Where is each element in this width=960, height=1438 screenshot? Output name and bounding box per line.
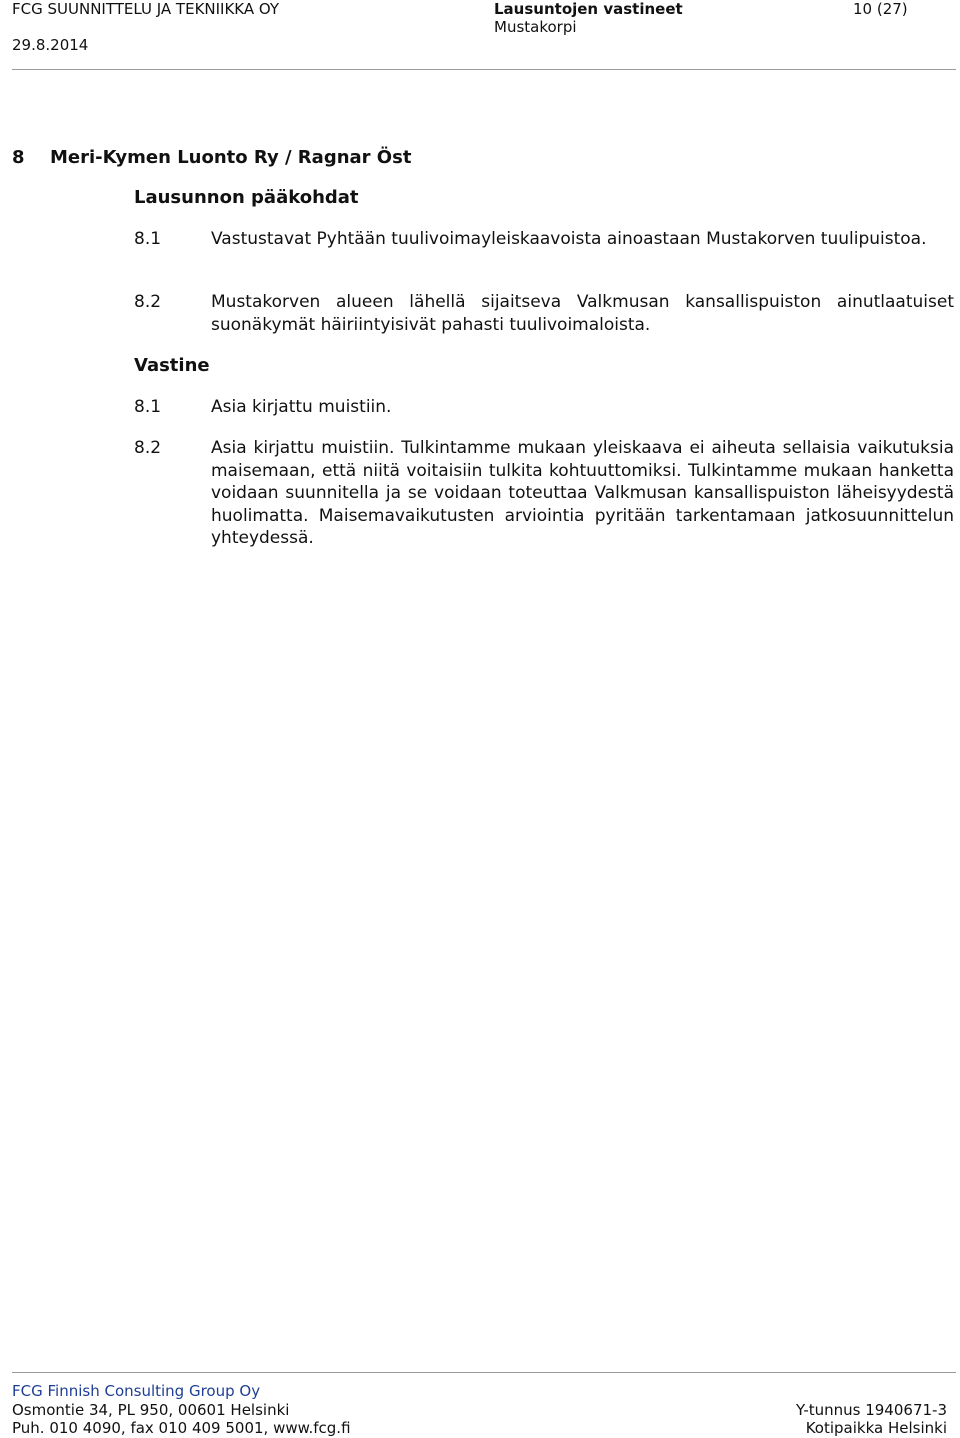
response-heading: Vastine (134, 355, 210, 376)
header-divider (12, 69, 956, 70)
section-number: 8 (12, 147, 25, 168)
point-number: 8.1 (134, 229, 162, 249)
point-text: Mustakorven alueen lähellä sijaitseva Valkmusan kansallispuiston ainutlaatuiset suonäkymät häiriintyisivät pahasti tuulivoimaloista. (211, 292, 954, 335)
header-project: Mustakorpi (494, 18, 577, 36)
footer-company: FCG Finnish Consulting Group Oy (12, 1382, 261, 1400)
response-text: Asia kirjattu muistiin. Tulkintamme mukaan yleiskaava ei aiheuta sellaisia vaikutuksia maisemaan, että niitä voitaisiin tulkita kohtuuttomiksi. Tulkintamme mukaan hanketta voidaan suunnitella ja se voidaan toteuttaa Valkmusan kansallispuiston läheisyydestä huolimatta. Maisemavaikutusten arviointia pyritään tarkentamaan jatkosuunnittelun yhteydessä. (211, 438, 954, 548)
response-text: Asia kirjattu muistiin. (211, 397, 392, 417)
footer-business-id: Y-tunnus 1940671-3 (795, 1401, 947, 1419)
main-points-heading: Lausunnon pääkohdat (134, 187, 359, 208)
header-company: FCG SUUNNITTELU JA TEKNIIKKA OY (12, 0, 280, 18)
point-text: Vastustavat Pyhtään tuulivoimayleiskaavoista ainoastaan Mustakorven tuulipuistoa. (211, 229, 927, 249)
section-title: Meri-Kymen Luonto Ry / Ragnar Öst (50, 147, 412, 168)
header-doc-title: Lausuntojen vastineet (494, 0, 683, 18)
footer-contact: Puh. 010 4090, fax 010 409 5001, www.fcg.fi (12, 1419, 351, 1437)
footer-domicile: Kotipaikka Helsinki (805, 1419, 947, 1437)
footer-divider (12, 1372, 956, 1373)
header-page-number: 10 (27) (853, 0, 908, 18)
header-date: 29.8.2014 (12, 36, 89, 54)
point-number: 8.2 (134, 292, 162, 312)
footer-address: Osmontie 34, PL 950, 00601 Helsinki (12, 1401, 290, 1419)
response-number: 8.1 (134, 397, 162, 417)
response-number: 8.2 (134, 438, 162, 458)
